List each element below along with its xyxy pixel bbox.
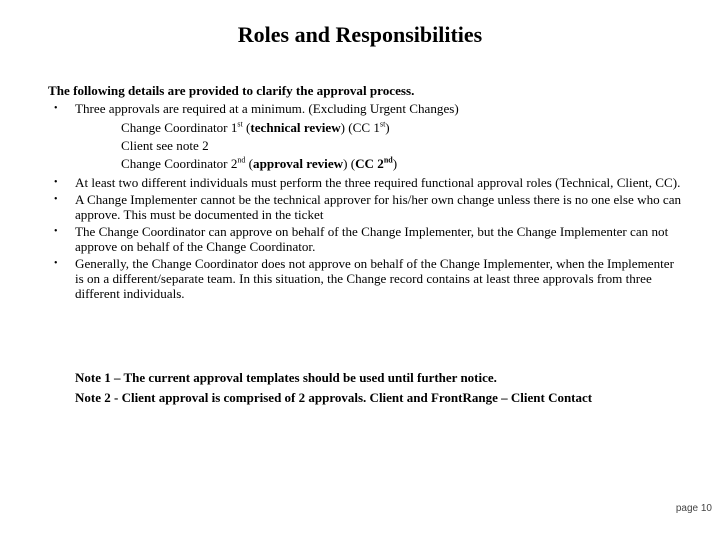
note-2: Note 2 - Client approval is comprised of 2 approvals. Client and FrontRange – Client Contact (75, 390, 593, 405)
bullet-text: Three approvals are required at a minimum. (Excluding Urgent Changes) (75, 101, 459, 117)
bullet-icon: • (54, 226, 58, 238)
bullet-icon: • (54, 194, 58, 206)
bullet-text: The Change Coordinator can approve on behalf of the Change Implementer, but the Change Implementer can not approve on behalf of the Change Coordinator. (75, 224, 669, 255)
bullet-item-two-individuals (48, 175, 684, 190)
subitem-cc2: Change Coordinator 2nd (approval review) (CC 2nd) (121, 155, 398, 172)
notes-section (75, 368, 695, 408)
bullet-icon: • (54, 258, 58, 270)
subitem-client: Client see note 2 (121, 137, 209, 153)
bullet-text: Generally, the Change Coordinator does not approve on behalf of the Change Implementer, when the Implementer is on a different/separate team. In this situation, the Change record contains at least three approvals from three different individuals. (75, 256, 674, 302)
bullet-text: At least two different individuals must perform the three required functional approval roles (Technical, Client, CC). (75, 175, 681, 191)
bullet-item-separate-team (48, 256, 684, 301)
bullet-icon: • (54, 177, 58, 189)
page-number: page 10 (675, 503, 712, 514)
bullet-item-implementer (48, 192, 684, 222)
note-1: Note 1 – The current approval templates should be used until further notice. (75, 370, 497, 385)
subitem-cc1: Change Coordinator 1st (technical review) (CC 1st) (121, 119, 390, 135)
bullet-item-coordinator-behalf (48, 224, 684, 254)
page-title: Roles and Responsibilities (237, 22, 483, 47)
bullet-icon: • (54, 103, 58, 115)
intro-text: The following details are provided to clarify the approval process. (48, 83, 415, 98)
bullet-text: A Change Implementer cannot be the technical approver for his/her own change unless there is no one else who can approve. This must be documented in the ticket (75, 192, 682, 223)
content-body (48, 82, 684, 301)
bullet-item-approvals (48, 100, 684, 118)
